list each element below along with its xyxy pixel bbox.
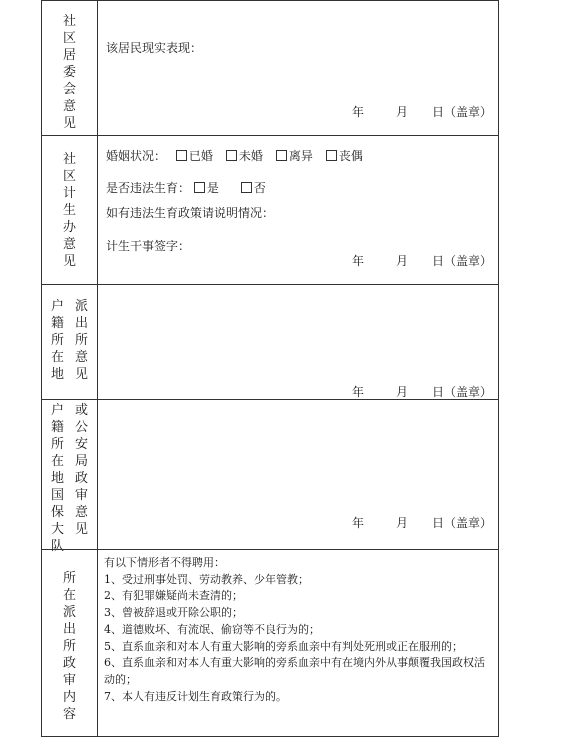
checkbox-icon[interactable] xyxy=(194,182,205,193)
label-char: 所 xyxy=(51,437,65,452)
label-char: 所 xyxy=(63,639,77,654)
rules-intro: 有以下情形者不得聘用： xyxy=(104,556,225,569)
checkbox-option[interactable] xyxy=(176,149,213,163)
label-char: 内 xyxy=(63,690,77,705)
year-label: 年 xyxy=(352,105,365,119)
label-char: 意 xyxy=(63,237,77,252)
label-char: 出 xyxy=(75,316,89,331)
day-seal-label: 日（盖章） xyxy=(432,385,493,399)
checkbox-icon[interactable] xyxy=(276,150,287,161)
label-char: 容 xyxy=(63,707,77,722)
label-char: 社 xyxy=(63,152,77,167)
label-char: 见 xyxy=(63,254,77,269)
label-char: 审 xyxy=(75,488,89,503)
checkbox-option[interactable] xyxy=(226,149,263,163)
label-char: 大 xyxy=(51,522,65,537)
checkbox-option[interactable] xyxy=(276,149,313,163)
explain-text: 如有违法生育政策请说明情况： xyxy=(106,206,275,220)
family-planning-label xyxy=(42,136,98,284)
police-station-cell[interactable] xyxy=(99,285,498,399)
label-char: 委 xyxy=(63,65,77,80)
community-opinion-cell[interactable] xyxy=(99,1,498,135)
checkbox-icon[interactable] xyxy=(226,150,237,161)
review-form-table xyxy=(41,0,499,737)
label-char: 计 xyxy=(63,186,77,201)
month-label: 月 xyxy=(396,254,409,268)
label-char: 户 xyxy=(51,299,65,314)
label-char: 户 xyxy=(51,403,65,418)
rule-item: 7、本人有违反计划生育政策行为的。 xyxy=(104,689,287,703)
checkbox-option[interactable] xyxy=(241,181,266,195)
checkbox-icon[interactable] xyxy=(241,182,252,193)
police-station-label xyxy=(42,285,98,399)
label-char: 局 xyxy=(75,454,89,469)
label-char: 政 xyxy=(63,656,77,671)
month-label: 月 xyxy=(396,105,409,119)
label-char: 意 xyxy=(75,505,89,520)
security-brigade-row xyxy=(42,399,498,554)
label-char: 地 xyxy=(51,471,65,486)
checkbox-label: 已婚 xyxy=(188,149,213,163)
label-char: 籍 xyxy=(51,316,65,331)
illegal-birth-label: 是否违法生育： xyxy=(106,181,191,195)
police-station-row xyxy=(42,284,498,399)
label-char: 地 xyxy=(51,367,65,382)
label-char: 居 xyxy=(63,48,77,63)
illegal-birth-line xyxy=(106,179,288,196)
label-char: 公 xyxy=(75,420,89,435)
community-prompt: 该居民现实表现： xyxy=(106,41,203,55)
month-label: 月 xyxy=(396,385,409,399)
label-char: 所 xyxy=(63,571,77,586)
day-seal-label: 日（盖章） xyxy=(432,254,493,268)
label-char: 生 xyxy=(63,203,77,218)
political-review-label xyxy=(42,550,98,736)
label-char: 在 xyxy=(51,454,65,469)
label-char: 在 xyxy=(63,588,77,603)
checkbox-option[interactable] xyxy=(326,149,363,163)
label-char: 所 xyxy=(75,333,89,348)
checkbox-icon[interactable] xyxy=(176,150,187,161)
rule-item: 2、有犯罪嫌疑尚未查清的； xyxy=(104,589,243,603)
checkbox-icon[interactable] xyxy=(326,150,337,161)
rule-item: 4、道德败坏、有流氓、偷窃等不良行为的； xyxy=(104,622,320,636)
year-label: 年 xyxy=(352,385,365,399)
label-char: 保 xyxy=(51,505,65,520)
checkbox-label: 是 xyxy=(206,181,219,195)
security-brigade-label xyxy=(42,400,98,554)
rule-item: 5、直系血亲和对本人有重大影响的旁系血亲中有判处死刑或正在服刑的； xyxy=(104,639,463,653)
community-opinion-label xyxy=(42,1,98,135)
label-char: 会 xyxy=(63,82,77,97)
label-char: 区 xyxy=(63,31,77,46)
checkbox-option[interactable] xyxy=(194,181,219,195)
label-char: 审 xyxy=(63,673,77,688)
checkbox-label: 未婚 xyxy=(238,149,263,163)
day-seal-label: 日（盖章） xyxy=(432,516,493,530)
signature-text: 计生干事签字： xyxy=(106,239,191,253)
year-label: 年 xyxy=(352,254,365,268)
label-char: 在 xyxy=(51,350,65,365)
label-char: 队 xyxy=(51,539,65,554)
checkbox-label: 否 xyxy=(253,181,266,195)
marital-status-line xyxy=(106,147,376,164)
label-char: 社 xyxy=(63,14,77,29)
rule-item: 6、直系血亲和对本人有重大影响的旁系血亲中有在境内外从事颠覆我国政权活动的； xyxy=(104,656,485,686)
security-brigade-cell[interactable] xyxy=(99,400,498,549)
label-char: 安 xyxy=(75,437,89,452)
year-label: 年 xyxy=(352,516,365,530)
label-char: 国 xyxy=(51,488,65,503)
marital-status-label: 婚姻状况： xyxy=(106,149,167,163)
family-planning-row xyxy=(42,135,498,284)
label-char: 籍 xyxy=(51,420,65,435)
label-char: 所 xyxy=(51,333,65,348)
label-char: 见 xyxy=(75,367,89,382)
political-review-row xyxy=(42,549,498,736)
checkbox-label: 丧偶 xyxy=(338,149,363,163)
disqualification-rules xyxy=(104,555,494,705)
rule-item: 1、受过刑事处罚、劳动教养、少年管教； xyxy=(104,572,309,586)
label-char: 见 xyxy=(63,116,77,131)
family-planning-cell xyxy=(99,136,498,284)
label-char: 政 xyxy=(75,471,89,486)
label-char: 办 xyxy=(63,220,77,235)
label-char: 派 xyxy=(63,605,77,620)
label-char: 区 xyxy=(63,169,77,184)
day-seal-label: 日（盖章） xyxy=(432,105,493,119)
label-char: 派 xyxy=(75,299,89,314)
political-review-cell xyxy=(99,550,498,736)
checkbox-label: 离异 xyxy=(288,149,313,163)
label-char: 或 xyxy=(75,403,89,418)
community-opinion-row xyxy=(42,0,498,135)
label-char: 出 xyxy=(63,622,77,637)
label-char: 见 xyxy=(75,522,89,537)
month-label: 月 xyxy=(396,516,409,530)
label-char: 意 xyxy=(63,99,77,114)
rule-item: 3、曾被辞退或开除公职的； xyxy=(104,606,243,620)
label-char: 意 xyxy=(75,350,89,365)
